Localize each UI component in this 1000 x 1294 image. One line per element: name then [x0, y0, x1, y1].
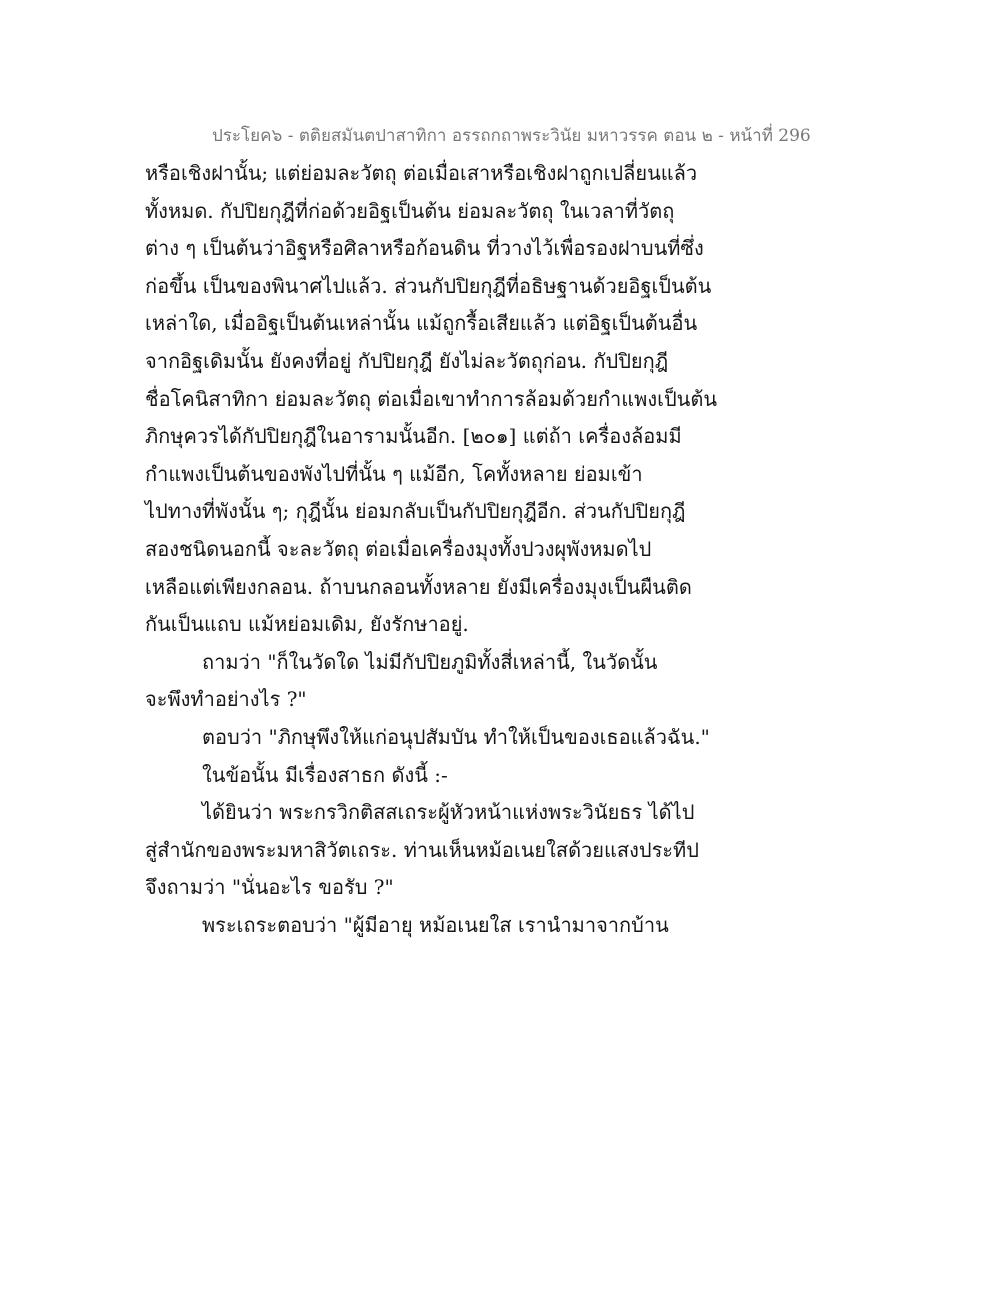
text-line: ชื่อโคนิสาทิกา ย่อมละวัตถุ ต่อเมื่อเขาทำการล้อมด้วยกำแพงเป็นต้น [145, 386, 717, 411]
text-line: สู่สำนักของพระมหาสิวัตเถระ. ท่านเห็นหม้อเนยใสด้วยแสงประทีป [145, 837, 699, 862]
text-line: ภิกษุควรได้กัปปิยกุฎีในอารามนั้นอีก. [๒๐๑] แต่ถ้า เครื่องล้อมมี [145, 424, 682, 449]
running-header: ประโยค๖ - ตติยสมันตปาสาทิกา อรรถกถาพระวินัย มหาวรรค ตอน ๒ - หน้าที่ 296 [212, 126, 811, 146]
text-line: ทั้งหมด. กัปปิยกุฎีที่ก่อด้วยอิฐเป็นต้น ย่อมละวัตถุ ในเวลาที่วัตถุ [145, 198, 675, 223]
paragraph-first-line: พระเถระตอบว่า "ผู้มีอายุ หม้อเนยใส เรานำมาจากบ้าน [202, 912, 669, 937]
paragraph-first-line: ได้ยินว่า พระกรวิกติสสเถระผู้หัวหน้าแห่งพระวินัยธร ได้ไป [202, 800, 695, 825]
text-line: จึงถามว่า "นั่นอะไร ขอรับ ?" [145, 875, 394, 900]
text-line: จากอิฐเดิมนั้น ยังคงที่อยู่ กัปปิยกุฎี ยังไม่ละวัตถุก่อน. กัปปิยกุฎี [145, 348, 669, 373]
text-line: ต่าง ๆ เป็นต้นว่าอิฐหรือศิลาหรือก้อนดิน ที่วางไว้เพื่อรองฝาบนที่ซึ่ง [145, 236, 704, 261]
text-line: จะพึงทำอย่างไร ?" [145, 687, 307, 712]
text-line: กำแพงเป็นต้นของพังไปที่นั้น ๆ แม้อีก, โคทั้งหลาย ย่อมเข้า [145, 461, 643, 486]
text-line: กันเป็นแถบ แม้หย่อมเดิม, ยังรักษาอยู่. [145, 612, 469, 637]
text-line: ไปทางที่พังนั้น ๆ; กุฎีนั้น ย่อมกลับเป็นกัปปิยกุฎีอีก. ส่วนกัปปิยกุฎี [145, 499, 686, 524]
text-line: เหล่าใด, เมื่ออิฐเป็นต้นเหล่านั้น แม้ถูกรื้อเสียแล้ว แต่อิฐเป็นต้นอื่น [145, 311, 698, 336]
body-text [145, 158, 717, 947]
paragraph-first-line: ตอบว่า "ภิกษุพึงให้แก่อนุปสัมบัน ทำให้เป็นของเธอแล้วฉัน." [202, 724, 710, 749]
paragraph-first-line: ถามว่า "ก็ในวัดใด ไม่มีกัปปิยภูมิทั้งสี่เหล่านี้, ในวัดนั้น [202, 649, 658, 674]
text-line: สองชนิดนอกนี้ จะละวัตถุ ต่อเมื่อเครื่องมุงทั้งปวงผุพังหมดไป [145, 536, 652, 561]
paragraph-first-line: ในข้อนั้น มีเรื่องสาธก ดังนี้ :- [202, 762, 448, 787]
text-line: ก่อขึ้น เป็นของพินาศไปแล้ว. ส่วนกัปปิยกุฎีที่อธิษฐานด้วยอิฐเป็นต้น [145, 273, 712, 298]
text-line: หรือเชิงฝานั้น; แต่ย่อมละวัตถุ ต่อเมื่อเสาหรือเชิงฝาถูกเปลี่ยนแล้ว [145, 161, 698, 185]
text-line: เหลือแต่เพียงกลอน. ถ้าบนกลอนทั้งหลาย ยังมีเครื่องมุงเป็นผืนติด [145, 574, 692, 599]
